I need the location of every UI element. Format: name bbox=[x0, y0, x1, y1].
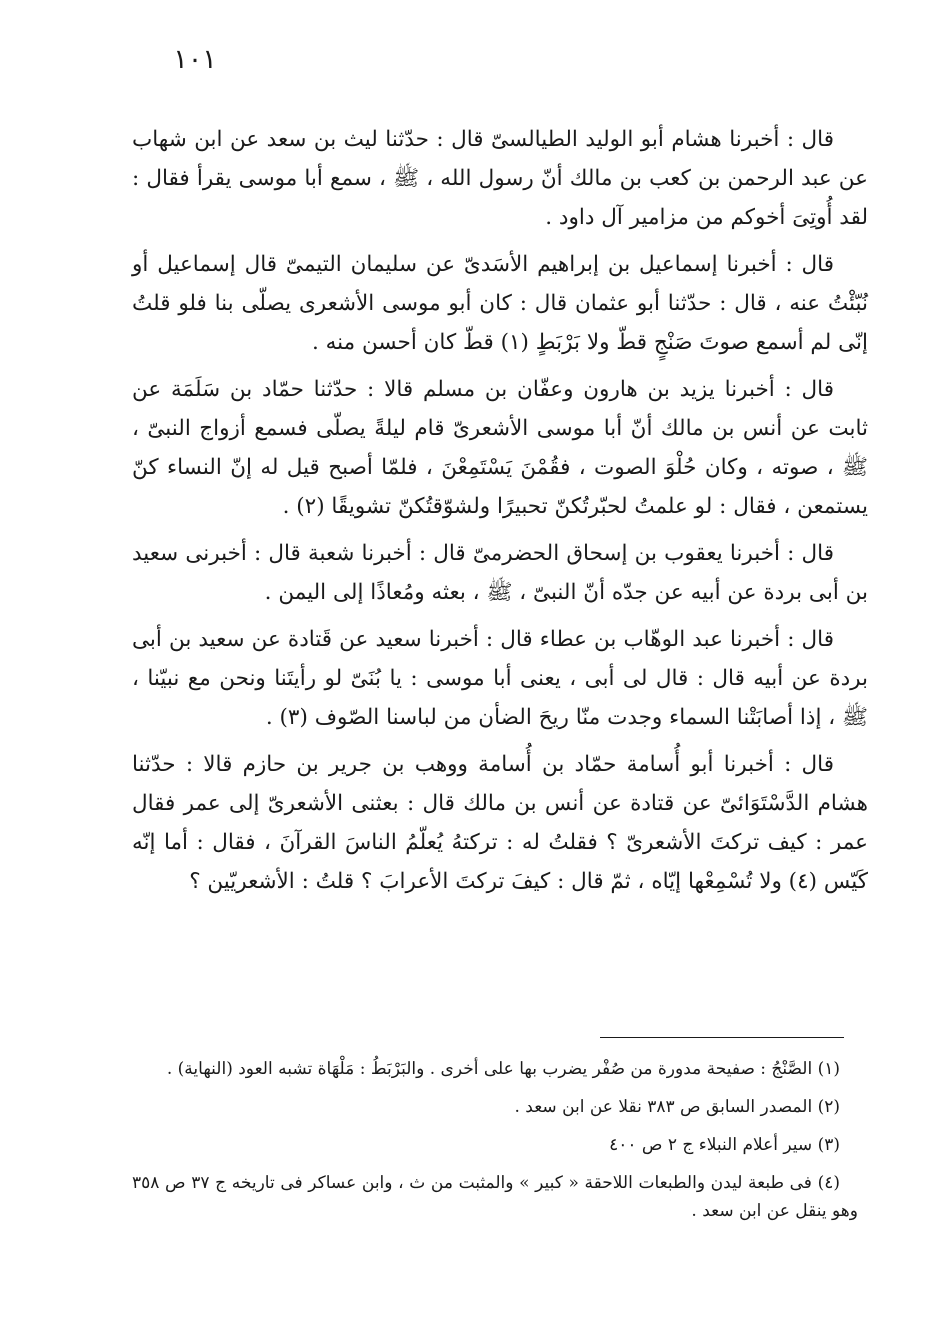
paragraph-1: قال : أخبرنا هشام أبو الوليد الطيالسىّ قال : حدّثنا ليث بن سعد عن ابن شهاب عن عبد الرحمن بن كعب بن مالك أنّ رسول الله ، ﷺ ، سمع أبا موسى يقرأ فقال : لقد أُوتِىَ أخوكم من مزامير آل داود . bbox=[132, 127, 868, 230]
paragraph-5: قال : أخبرنا عبد الوهّاب بن عطاء قال : أخبرنا سعيد عن قَتادة عن سعيد بن أبى بردة عن أبيه قال : قال لى أبى ، يعنى أبا موسى : يا بُنَىّ لو رأيتَنا ونحن مع نبيّنا ، ﷺ ، إذا أصابَتْنا السماء وجدت منّا ريحَ الضأن من لباسنا الصّوف (٣) . bbox=[132, 627, 868, 730]
footnote-4: (٤) فى طبعة ليدن والطبعات اللاحقة « كبير » والمثبت من ث ، وابن عساكر فى تاريخه ج ٣٧ ص ٣٥٨ وهو ينقل عن ابن سعد . bbox=[132, 1173, 858, 1221]
footnote-3: (٣) سير أعلام النبلاء ج ٢ ص ٤٠٠ bbox=[609, 1135, 840, 1155]
footnote-1: (١) الصَّنْجُ : صفيحة مدورة من صُفْر يضرب بها على أخرى . والبَرْبَطُ : مَلْهَاة تشبه العود (النهاية) . bbox=[166, 1059, 840, 1079]
main-text bbox=[132, 120, 868, 909]
footnote-2: (٢) المصدر السابق ص ٣٨٣ نقلا عن ابن سعد . bbox=[514, 1097, 840, 1117]
paragraph-2: قال : أخبرنا إسماعيل بن إبراهيم الأسَدىّ عن سليمان التيمىّ قال إسماعيل أو نُبّئْتُ عنه ، قال : حدّثنا أبو عثمان قال : كان أبو موسى الأشعرى يصلّى بنا فلو قلتُ إنّى لم أسمع صوتَ صَنْجٍ قطّ ولا بَرْبَطٍ (١) قطّ كان أحسن منه . bbox=[132, 252, 868, 355]
footnotes bbox=[132, 1055, 858, 1235]
paragraph-6: قال : أخبرنا أبو أُسامة حمّاد بن أُسامة ووهب بن جرير بن حازم قالا : حدّثنا هشام الدَّسْتَوَائىّ عن قتادة عن أنس بن مالك قال : بعثنى الأشعرىّ إلى عمر فقال عمر : كيف تركتَ الأشعرىّ ؟ فقلتُ له : تركتهُ يُعلّمُ الناسَ القرآنَ ، فقال : أما إنّه كَيّس (٤) ولا تُسْمِعْها إيّاه ، ثمّ قال : كيفَ تركتَ الأعرابَ ؟ قلتُ : الأشعريّين ؟ bbox=[132, 752, 868, 894]
page-number: ١٠١ bbox=[173, 44, 217, 75]
paragraph-4: قال : أخبرنا يعقوب بن إسحاق الحضرمىّ قال : أخبرنا شعبة قال : أخبرنى سعيد بن أبى بردة عن أبيه عن جدّه أنّ النبىّ ، ﷺ ، بعثه ومُعاذًا إلى اليمن . bbox=[132, 541, 868, 605]
paragraph-3: قال : أخبرنا يزيد بن هارون وعفّان بن مسلم قالا : حدّثنا حمّاد بن سَلَمَة عن ثابت عن أنس بن مالك أنّ أبا موسى الأشعرىّ قام ليلةً يصلّى فسمع أزواج النبىّ ، ﷺ ، صوته ، وكان حُلْوَ الصوت ، فقُمْنَ يَسْتَمِعْنَ ، فلمّا أصبح قيل له إنّ النساء كنّ يستمعن ، فقال : لو علمتُ لحبّرتُكنّ تحبيرًا ولشوّقتُكنّ تشويقًا (٢) . bbox=[132, 377, 868, 519]
footnote-divider bbox=[600, 1037, 844, 1038]
